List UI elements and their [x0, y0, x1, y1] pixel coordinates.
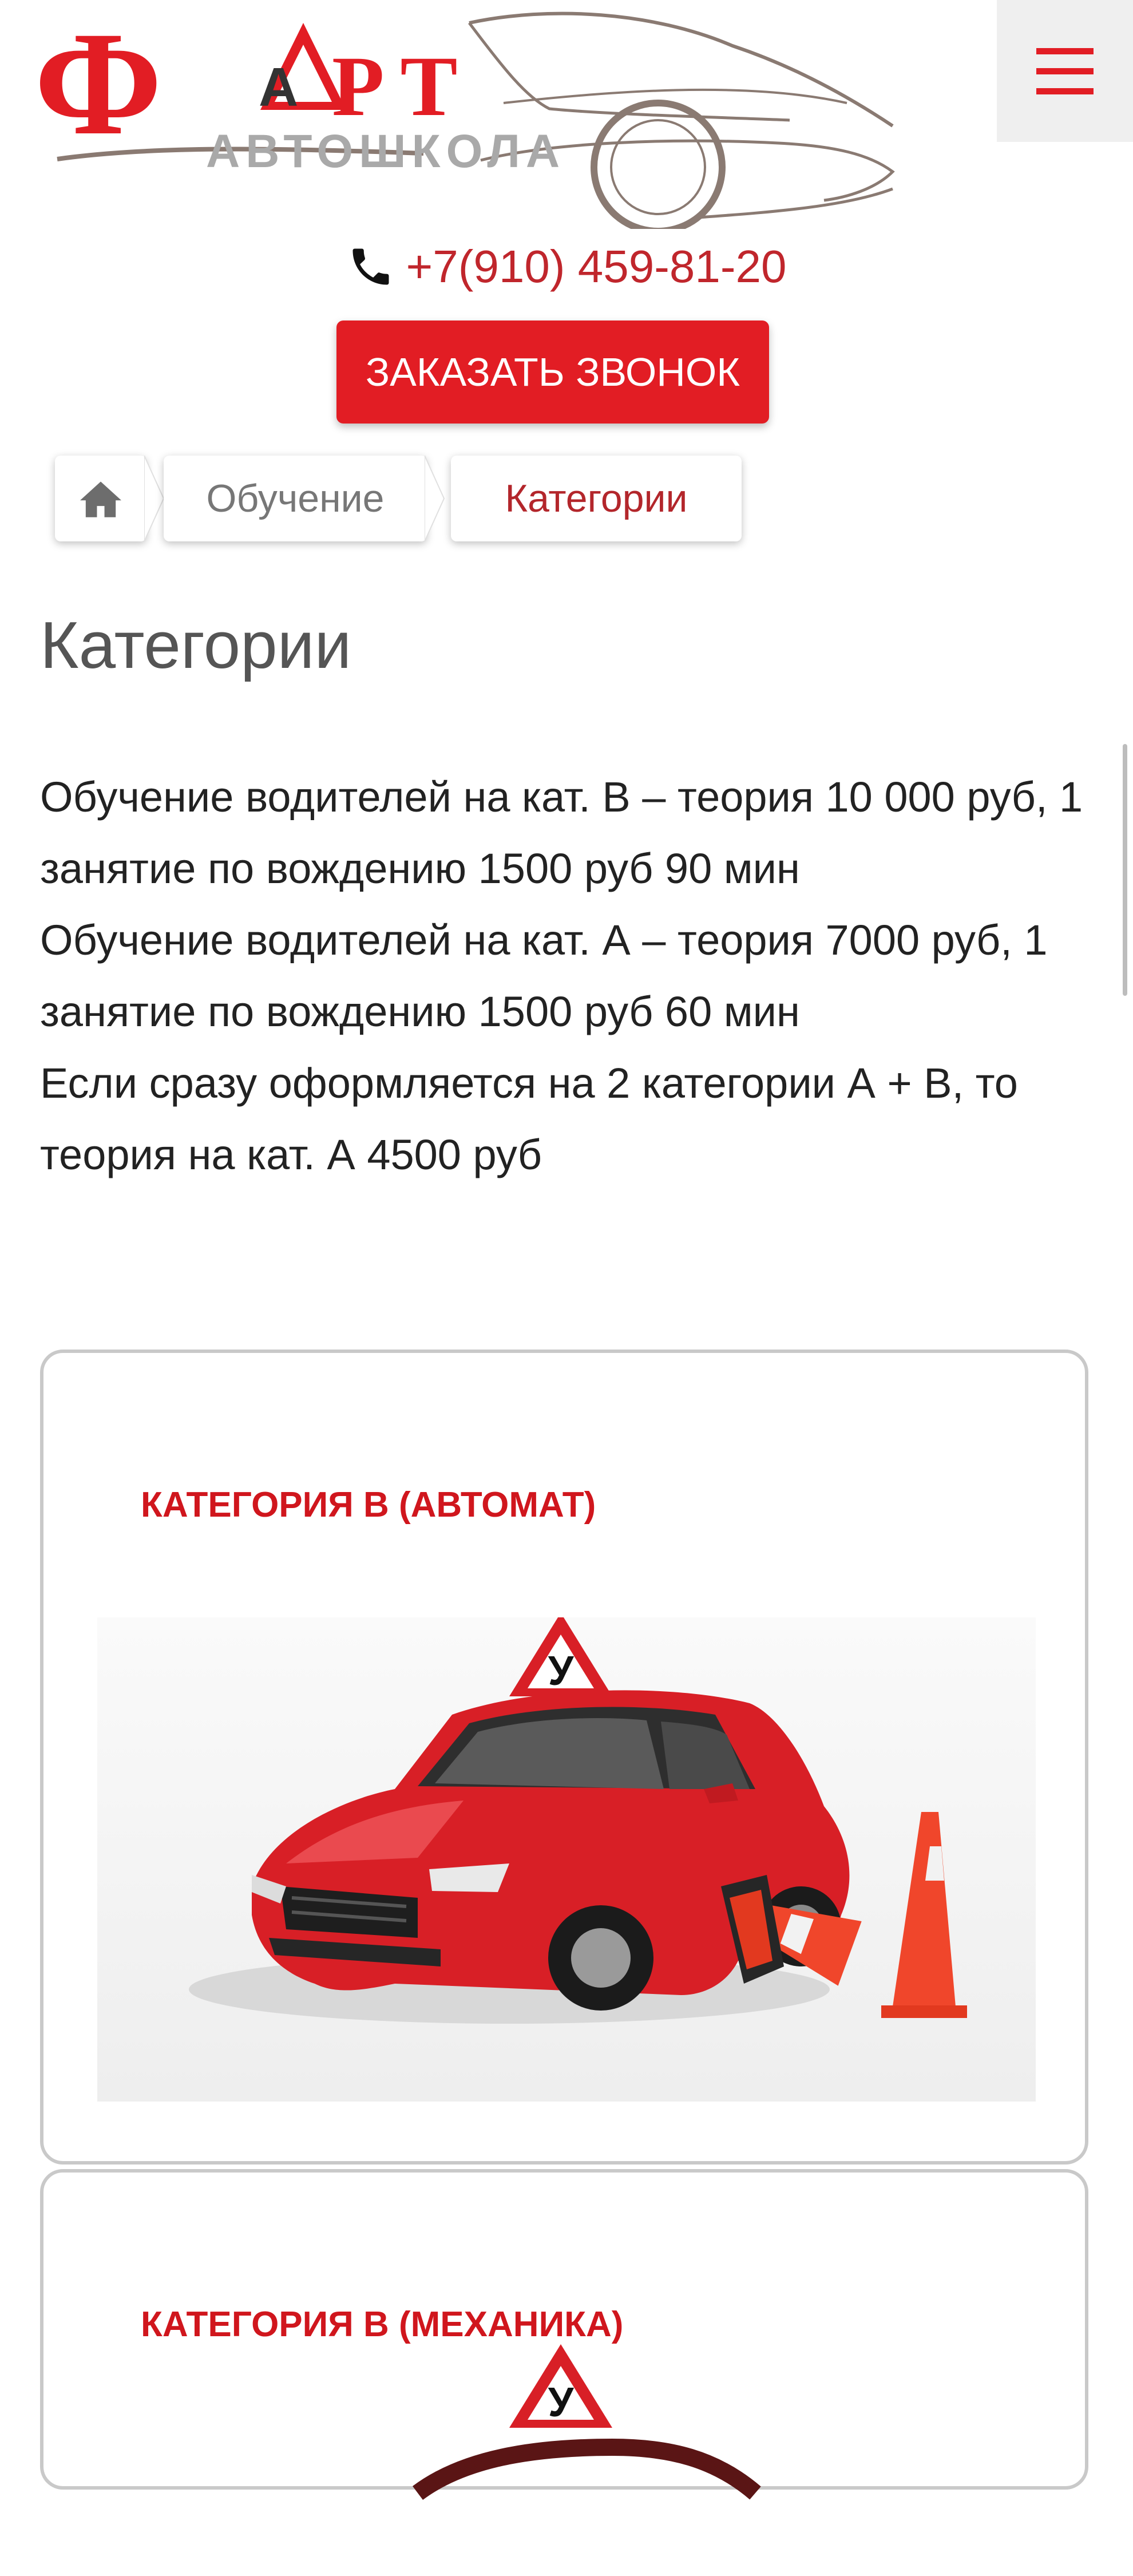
- logo-subtitle: АВТОШКОЛА: [206, 125, 566, 177]
- driving-sign-letter: У: [548, 1648, 574, 1694]
- order-call-button[interactable]: ЗАКАЗАТЬ ЗВОНОК: [336, 320, 769, 424]
- category-card-title[interactable]: КАТЕГОРИЯ В (МЕХАНИКА): [141, 2305, 624, 2344]
- hamburger-icon-bar: [1036, 88, 1094, 94]
- driving-sign-illustration: [97, 2344, 1036, 2573]
- category-card-title[interactable]: КАТЕГОРИЯ В (АВТОМАТ): [141, 1485, 596, 1525]
- car-image: [97, 2344, 1036, 2573]
- hamburger-menu-button[interactable]: [997, 0, 1133, 142]
- price-line-cat-a: Обучение водителей на кат. А – теория 7000 руб, 1 занятие по вождению 1500 руб 60 мин: [40, 916, 1048, 1035]
- breadcrumb-separator-icon: [425, 456, 447, 541]
- page-title: Категории: [40, 608, 352, 682]
- price-line-cat-b: Обучение водителей на кат. В – теория 10 000 руб, 1 занятие по вождению 1500 руб 90 мин: [40, 773, 1083, 892]
- breadcrumb-item-training[interactable]: Обучение: [164, 456, 427, 541]
- hamburger-icon-bar: [1036, 48, 1094, 54]
- phone-icon: [347, 243, 395, 291]
- category-card-b-automatic[interactable]: [40, 1350, 1088, 2165]
- page-scrollbar[interactable]: [1123, 744, 1127, 996]
- phone-number[interactable]: +7(910) 459-81-20: [406, 241, 787, 292]
- breadcrumb-item-categories[interactable]: Категории: [451, 456, 742, 541]
- driving-sign-letter: У: [548, 2380, 574, 2425]
- car-image: [97, 1617, 1036, 2102]
- price-description: [40, 761, 1104, 1190]
- phone-contact[interactable]: [0, 240, 1133, 293]
- site-logo[interactable]: [34, 0, 904, 229]
- price-line-combo: Если сразу оформляется на 2 категории А + В, то теория на кат. А 4500 руб: [40, 1059, 1018, 1178]
- hamburger-icon-bar: [1036, 68, 1094, 74]
- home-icon: [78, 478, 124, 519]
- breadcrumb-home[interactable]: [55, 456, 146, 541]
- red-car-illustration: [97, 1617, 1036, 2102]
- logo-letter-f: Ф: [34, 1, 163, 166]
- logo-letter-a: А: [259, 57, 299, 118]
- logo-letters-rt: РТ: [332, 39, 473, 134]
- category-card-b-manual[interactable]: [40, 2169, 1088, 2490]
